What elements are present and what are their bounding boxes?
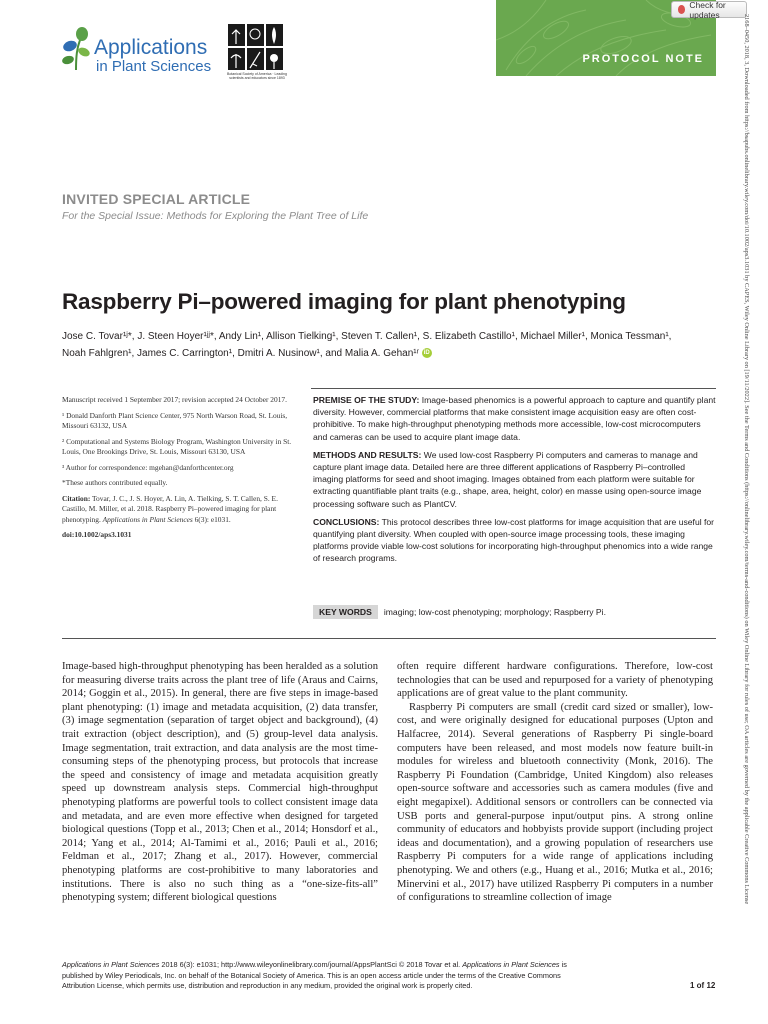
keywords-text: imaging; low-cost phenotyping; morphology; Raspberry Pi.	[383, 607, 606, 617]
author-list	[62, 328, 722, 362]
journal-logo-icon	[60, 26, 92, 72]
affiliation-1: ¹ Donald Danforth Plant Science Center, 975 North Warson Road, St. Louis, Missouri 63132, USA	[62, 410, 288, 430]
equal-contribution: *These authors contributed equally.	[62, 478, 168, 487]
page-footer	[62, 960, 662, 992]
article-title: Raspberry Pi–powered imaging for plant phenotyping	[62, 289, 626, 314]
page-number: 1 of 12	[690, 981, 716, 990]
footer-journal: Applications in Plant Sciences	[62, 960, 160, 969]
check-for-updates-button[interactable]	[671, 1, 747, 18]
citation-label: Citation:	[62, 493, 91, 503]
conclusions-text: This protocol describes three low-cost platforms for image acquisition that are useful for quantifying plant diversity. When coupled with open-source image processing tools, these imaging platforms provide viable low-cost solutions for incorporating high-throughput phenomics into a wide range of research programs.	[313, 516, 715, 564]
citation-text: Tovar, J. C., J. S. Hoyer, A. Lin, A. Tielking, S. T. Callen, S. E. Castillo, M. Miller, et al. 2018. Raspberry Pi–powered imaging for plant phenotyping.	[62, 493, 278, 524]
journal-name-line1: Applications	[94, 36, 208, 59]
check-for-updates-label: Check for updates	[689, 0, 726, 20]
body-paragraph: Raspberry Pi computers are small (credit card sized or smaller), low-cost, and were originally designed for educational purposes (Upton and Halfacree, 2014). Several generations of Raspberry Pi single-board computers have been released, and most models now feature built-in modules for wireless and bluetooth connectivity (Monk, 2016). The Raspberry Pi Foundation (Cambridge, United Kingdom) also releases open-source software and accessories such as camera modules (five and eight megapixel). Additional sensors or controllers can be connected via USB ports and general-purpose input/output pins. A strong online community of educators and hobbyists provide support (including project ideas and documentation), and a growing population of researchers use Raspberry Pi computers for a wide range of applications including phenotyping. We and others (e.g., Huang et al., 2016; Mutka et al., 2016; Minervini et al., 2017) have utilized Raspberry Pi computers in a number of configurations to streamline collection of image	[397, 701, 713, 904]
manuscript-received: Manuscript received 1 September 2017; revision accepted 24 October 2017.	[62, 395, 287, 404]
abstract-conclusions	[313, 516, 716, 565]
methods-heading: METHODS AND RESULTS:	[313, 449, 422, 460]
download-sidebar-text: 2168–0450, 2018, 3, Downloaded from https://bsapubs.onlinelibrary.wiley.com/doi/10.1002/aps3.1031 by CAPES, Wiley Online Library on [19/11/2022]. See the Terms and Conditions (https://onlinelibrary.wiley.com/terms-and-conditions) on Wiley Online Library for rules of use; OA articles are governed by the applicable Creative Commons License	[743, 14, 750, 905]
abstract-premise	[313, 394, 716, 443]
abstract-top-rule	[311, 388, 716, 389]
doi[interactable]	[62, 530, 298, 541]
journal-name[interactable]	[94, 38, 211, 76]
correspondence[interactable]: ³ Author for correspondence: mgehan@danforthcenter.org	[62, 462, 234, 472]
citation	[62, 494, 298, 526]
body-paragraph: often require different hardware configurations. Therefore, low-cost technologies that can be used and repurposed for a variety of phenotyping applications are of great value to the plant community.	[397, 661, 713, 700]
orcid-icon[interactable]: iD	[423, 350, 430, 357]
body-column-left	[62, 660, 378, 905]
keywords-label: KEY WORDS	[313, 605, 378, 619]
premise-text: Image-based phenomics is a powerful approach to capture and quantify plant diversity. However, commercial platforms that make consistent image acquisition easy are often cost-prohibitive. To make high-throughput phenotyping methods more accessible, low-cost microcomputers and cameras can be used to acquire plant image data.	[313, 395, 716, 442]
author-line-1[interactable]: Jose C. Tovar¹ʲ*, J. Steen Hoyer¹ʲʲ*, Andy Lin¹, Allison Tielking¹, Steven T. Callen¹, S. Elizabeth Castillo¹, Michael Miller¹, Monica Tessman¹,	[62, 331, 672, 342]
affiliation-2: ² Computational and Systems Biology Program, Washington University in St. Louis, One Brookings Drive, St. Louis, Missouri 63130, USA	[62, 436, 292, 456]
footer-line-1-text: 2018 6(3): e1031; http://www.wileyonlinelibrary.com/journal/AppsPlantSci © 2018 Tovar et al.	[159, 960, 463, 969]
section-label: PROTOCOL NOTE	[582, 53, 704, 65]
body-column-right	[397, 660, 713, 905]
methods-text: We used low-cost Raspberry Pi computers and cameras to manage and capture plant image data. Detailed here are three different applications of Raspberry Pi–controlled imaging platforms for seed and shoot imaging. Images obtained from each platform were suitable for extracting quantifiable plant traits (e.g., shape, area, height, color) en masse using open-source image processing software such as PlantCV.	[313, 449, 702, 509]
citation-tail: 6(3): e1031.	[192, 514, 231, 524]
citation-journal: Applications in Plant Sciences	[102, 514, 193, 524]
abstract-methods	[313, 449, 716, 510]
society-caption: Botanical Society of America · Leading scientists and educators since 1893	[227, 72, 287, 80]
journal-name-line2: in Plant Sciences	[96, 58, 212, 75]
article-meta	[62, 395, 298, 546]
author-line-2[interactable]	[62, 345, 722, 362]
premise-heading: PREMISE OF THE STUDY:	[313, 395, 420, 405]
footer-line-1	[62, 960, 662, 971]
conclusions-heading: CONCLUSIONS:	[313, 516, 380, 527]
article-kind: INVITED SPECIAL ARTICLE	[62, 191, 251, 207]
footer-line-2: published by Wiley Periodicals, Inc. on behalf of the Botanical Society of America. This is an open access article under the terms of the Creative Commons	[62, 970, 561, 980]
abstract	[313, 394, 716, 571]
society-logo-icon	[228, 24, 284, 70]
crossmark-icon	[678, 5, 685, 14]
doi-text: doi:10.1002/aps3.1031	[62, 530, 132, 539]
body-paragraph: Image-based high-throughput phenotyping has been heralded as a solution for measuring diverse traits across the plant tree of life (Araus and Cairns, 2014; Goggin et al., 2015). In general, there are five steps in image-based plant phenotyping: (1) image and metadata acquisition, (2) data transfer, (3) image segmentation (separation of target object and background), (4) trait extraction (object description), and (5) group-level data analysis. Image segmentation, trait extraction, and data analysis are the most time-consuming steps of the phenotyping process, but protocols that increase the speed and consistency of image and metadata acquisition greatly speed up downstream analysis steps. Commercial high-throughput phenotyping platforms are powerful tools to collect consistent image data and metadata, and are even more effective when designed for targeted biological questions (Topp et al., 2013; Chen et al., 2014; Honsdorf et al., 2014; Yang et al., 2014; Al-Tamimi et al., 2016; Pauli et al., 2016; Feldman et al., 2017; Zhang et al., 2017). However, commercial phenotyping platforms are cost-prohibitive to many laboratories and institutions. There is also no such thing as a “one-size-fits-all” phenotyping system; different biological questions	[62, 661, 378, 904]
special-issue: For the Special Issue: Methods for Exploring the Plant Tree of Life	[62, 210, 369, 222]
download-sidebar	[740, 14, 750, 1014]
footer-journal-2: Applications in Plant Sciences	[462, 960, 560, 969]
footer-line-3: Attribution License, which permits use, distribution and reproduction in any medium, provided the original work is properly cited.	[62, 981, 473, 990]
keywords	[313, 605, 606, 619]
footer-line-1-tail: is	[559, 960, 567, 969]
author-line-2-text: Noah Fahlgren¹, James C. Carrington¹, Dmitri A. Nusinow¹, and Malia A. Gehan¹ʳ	[62, 348, 419, 359]
abstract-bottom-rule	[62, 638, 716, 639]
